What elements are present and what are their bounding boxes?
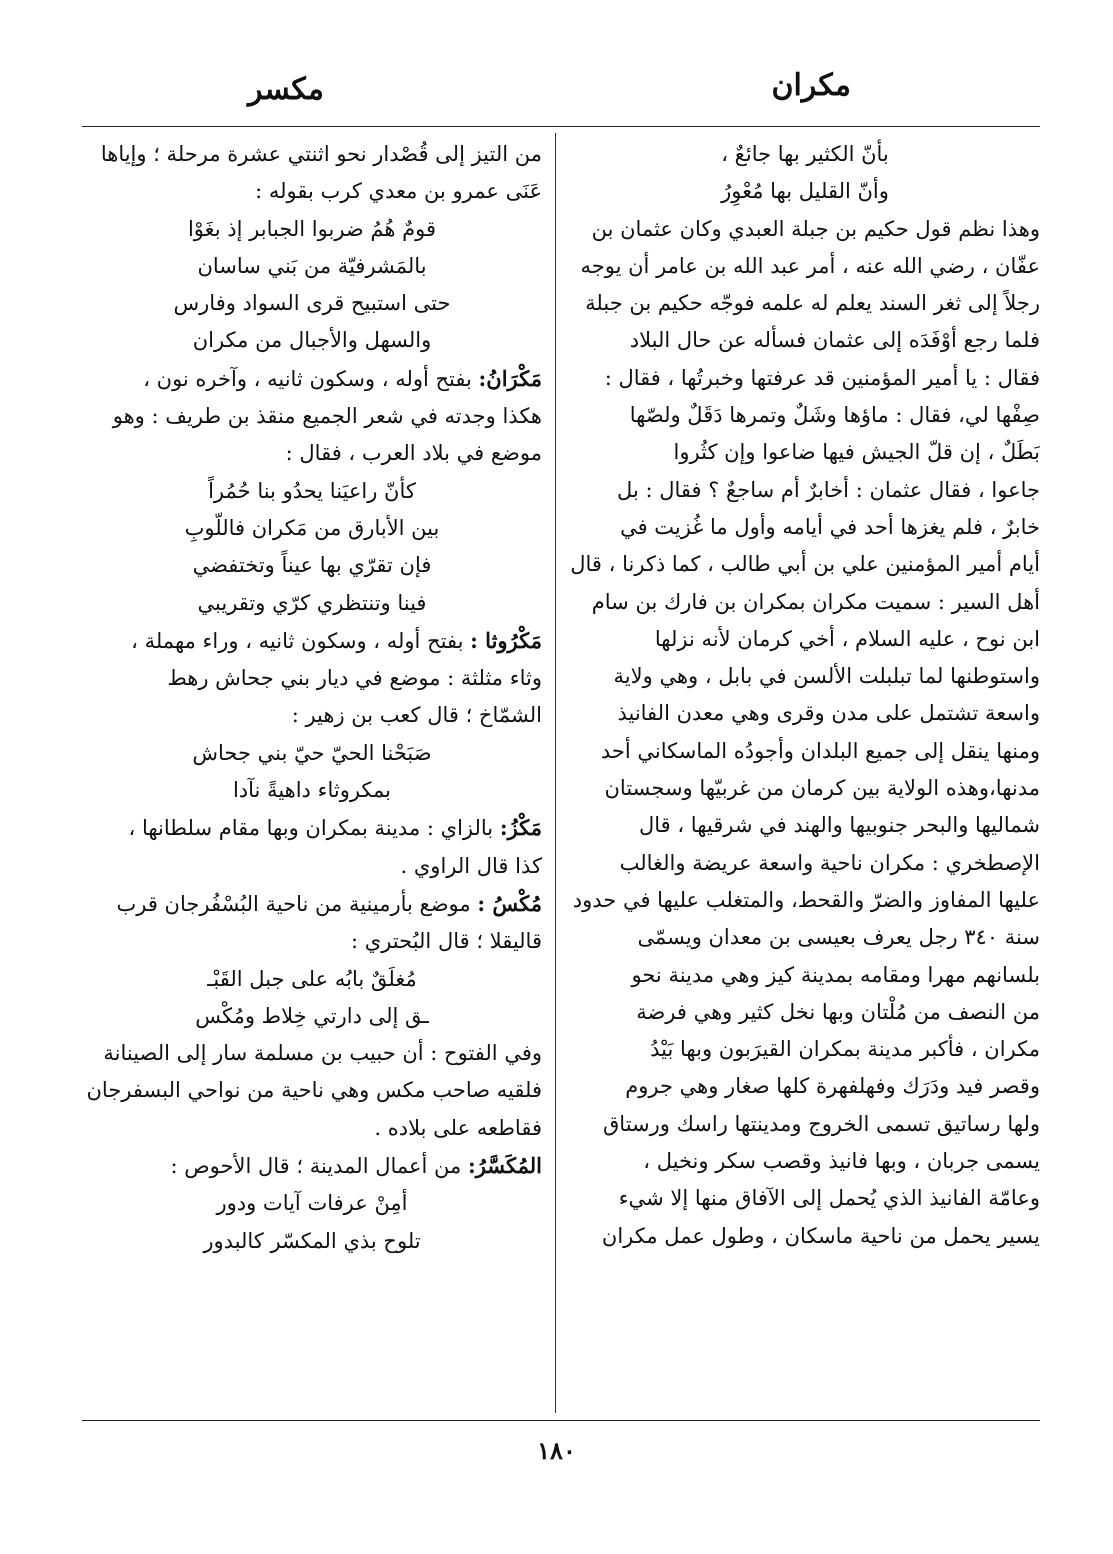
prose-line: من النصف من مُلْتان وبها نخل كثير وهي فرضة <box>636 999 1040 1024</box>
entry-line <box>82 809 542 847</box>
prose-line: وقصر فيد ودَرَك وفهلفهرة كلها صغار وهي جروم <box>625 1074 1040 1099</box>
prose-line: يسير يحمل من ناحية ماسكان ، وطول عمل مكران <box>601 1223 1040 1248</box>
entry-line <box>82 622 542 660</box>
verse-line: بأنّ الكثير بها جائعٌ ، <box>721 142 889 166</box>
column-divider <box>555 133 556 1413</box>
prose-line: موضع في بلاد العرب ، فقال : <box>285 441 542 466</box>
prose-line: أيام أمير المؤمنين علي بن أبي طالب ، كما ذكرنا ، قال <box>570 552 1040 577</box>
prose-line: وعامّة الفانيذ الذي يُحمل إلى الآفاق منها إلا شيء <box>618 1186 1040 1211</box>
prose-line: صِفْها لي، فقال : ماؤها وشَلٌ وتمرها دَقَلٌ ولصّها <box>629 403 1040 428</box>
entry-line <box>82 1147 542 1185</box>
verse-line: ـق إلى دارتي خِلاط ومُكْس <box>195 1003 429 1028</box>
verse-line: فينا وتنتظري كرّي وتقريبي <box>197 590 427 615</box>
prose-line: سنة ٣٤٠ رجل يعرف بعيسى بن معدان ويسمّى <box>637 925 1040 950</box>
running-head-right: مكران <box>771 68 851 103</box>
prose-line: يسمى جربان ، وبها فانيذ وقصب سكر ونخيل ، <box>643 1149 1040 1174</box>
verse-line: بمكروثاء داهيةً نآدا <box>232 778 392 803</box>
verse-line: قومٌ هُمُ ضربوا الجبابر إذ بغَوْا <box>187 216 437 241</box>
prose-line: عَنَى عمرو بن معدي كرب بقوله : <box>255 179 542 204</box>
verse-line: والسهل والأجبال من مكران <box>192 328 432 353</box>
prose-line: عليها المفاوز والضرّ والقحط، والمتغلب عليها في حدود <box>572 887 1040 912</box>
prose-line: بلسانهم مهرا ومقامه بمدينة كيز وهي مدينة نحو <box>631 962 1040 987</box>
verse-line: حتى استبيح قرى السواد وفارس <box>173 291 451 316</box>
prose-line: أهل السير : سميت مكران بمكران بن فارك بن سام <box>591 589 1040 614</box>
verse-line: بين الأبارق من مَكران فاللّوبِ <box>184 515 440 540</box>
prose-line: وفي الفتوح : أن حبيب بن مسلمة سار إلى الصينانة <box>103 1041 542 1066</box>
entry-headword: مَكْزُ: <box>499 815 542 841</box>
page-header <box>0 68 1113 118</box>
entry-text: من أعمال المدينة ؛ قال الأحوص : <box>170 1154 468 1179</box>
prose-line: شماليها والبحر جنوبيها والهند في شرقيها ، قال <box>638 813 1040 838</box>
verse-line: وأنّ القليل بها مُعْوِرُ <box>721 179 889 204</box>
prose-line: ومنها ينقل إلى جميع البلدان وأجودُه الماسكاني أحد <box>600 738 1040 763</box>
prose-line: وثاء مثلثة : موضع في ديار بني جحاش رهط <box>167 666 542 691</box>
entry-text: موضع بأرمينية من ناحية البُسْفُرجان قرب <box>116 891 478 916</box>
bottom-rule <box>82 1420 1040 1421</box>
prose-line: وهذا نظم قول حكيم بن جبلة العبدي وكان عثمان بن <box>591 216 1040 241</box>
entry-headword: مُكْسُ : <box>477 890 542 916</box>
prose-line: بَطَلٌ ، إن قلّ الجيش فيها ضاعوا وإن كثُروا <box>673 440 1040 465</box>
prose-line: جاعوا ، فقال عثمان : أخابرٌ أم ساجعٌ ؟ فقال : بل <box>617 477 1040 502</box>
page-number: ١٨٠ <box>537 1436 576 1465</box>
verse-line: تلوح بذي المكسّر كالبدور <box>203 1228 421 1253</box>
verse-line: كأنّ راعيَنا يحدُو بنا حُمُراً <box>208 478 416 503</box>
running-head-left: مكسر <box>248 72 324 107</box>
verse-line: فإن تقرّي بها عيناً وتختفضي <box>192 553 432 578</box>
prose-line: فقاطعه على بلاده . <box>374 1115 542 1140</box>
prose-line: عفّان ، رضي الله عنه ، أمر عبد الله بن عامر أن يوجه <box>580 253 1040 278</box>
prose-line: قاليقلا ؛ قال البُحتري : <box>351 929 542 954</box>
verse-line: صَبَحْنا الحيّ حيّ بني جحاش <box>192 740 432 765</box>
prose-line: كذا قال الراوي . <box>400 853 542 878</box>
prose-line: الإصطخري : مكران ناحية واسعة عريضة والغالب <box>619 850 1040 875</box>
prose-line: ابن نوح ، عليه السلام ، أخي كرمان لأنه نزلها <box>654 626 1040 651</box>
left-column <box>82 136 542 1414</box>
entry-headword: مَكْرُوثا : <box>470 627 542 653</box>
top-rule <box>82 126 1040 127</box>
verse-line: بالمَشرفيّة من بَني ساسان <box>197 253 427 278</box>
prose-line: ولها رساتيق تسمى الخروج ومدينتها راسك ورستاق <box>603 1111 1040 1136</box>
entry-line <box>82 360 542 398</box>
prose-line: من التيز إلى قُصْدار نحو اثنتي عشرة مرحلة ؛ وإياها <box>100 142 542 166</box>
right-column <box>570 136 1040 1414</box>
entry-text: بالزاي : مدينة بمكران وبها مقام سلطانها ، <box>128 816 500 841</box>
prose-line: الشمّاخ ؛ قال كعب بن زهير : <box>291 703 542 728</box>
entry-headword: مَكْرَانُ: <box>478 365 542 391</box>
prose-line: واستوطنها لما تبلبلت الألسن في بابل ، وهي ولاية <box>613 664 1040 689</box>
prose-line: خابرٌ ، فلم يغزها أحد في أيامه وأول ما غُزيت في <box>620 514 1040 539</box>
entry-text: بفتح أوله ، وسكون ثانيه ، وآخره نون ، <box>143 366 479 391</box>
entry-text: بفتح أوله ، وسكون ثانيه ، وراء مهملة ، <box>131 628 471 653</box>
prose-line: مدنها،وهذه الولاية بين كرمان من غربيّها وسجستان <box>604 776 1040 801</box>
prose-line: فلقيه صاحب مكس وهي ناحية من نواحي البسفرجان <box>86 1078 542 1103</box>
prose-line: فقال : يا أمير المؤمنين قد عرفتها وخبرتُها ، فقال : <box>604 365 1040 390</box>
verse-line: أمِنْ عرفات آيات ودور <box>216 1191 408 1216</box>
entry-line <box>82 885 542 923</box>
prose-line: رجلاً إلى ثغر السند يعلم له علمه فوجّه حكيم بن جبلة <box>585 291 1040 316</box>
verse-line: مُغلَقٌ بابُه على جبل القَبْـ <box>207 966 417 991</box>
entry-headword: المُكَسَّرُ: <box>467 1153 542 1179</box>
prose-line: واسعة تشتمل على مدن وقرى وهي معدن الفانيذ <box>617 701 1040 726</box>
prose-line: مكران ، فأكبر مدينة بمكران القيرَبون وبها بَيْدُ <box>650 1037 1040 1062</box>
prose-line: هكذا وجدته في شعر الجميع منقذ بن طريف : وهو <box>112 404 542 429</box>
prose-line: فلما رجع أوْفَدَه إلى عثمان فسأله عن حال البلاد <box>629 328 1040 353</box>
